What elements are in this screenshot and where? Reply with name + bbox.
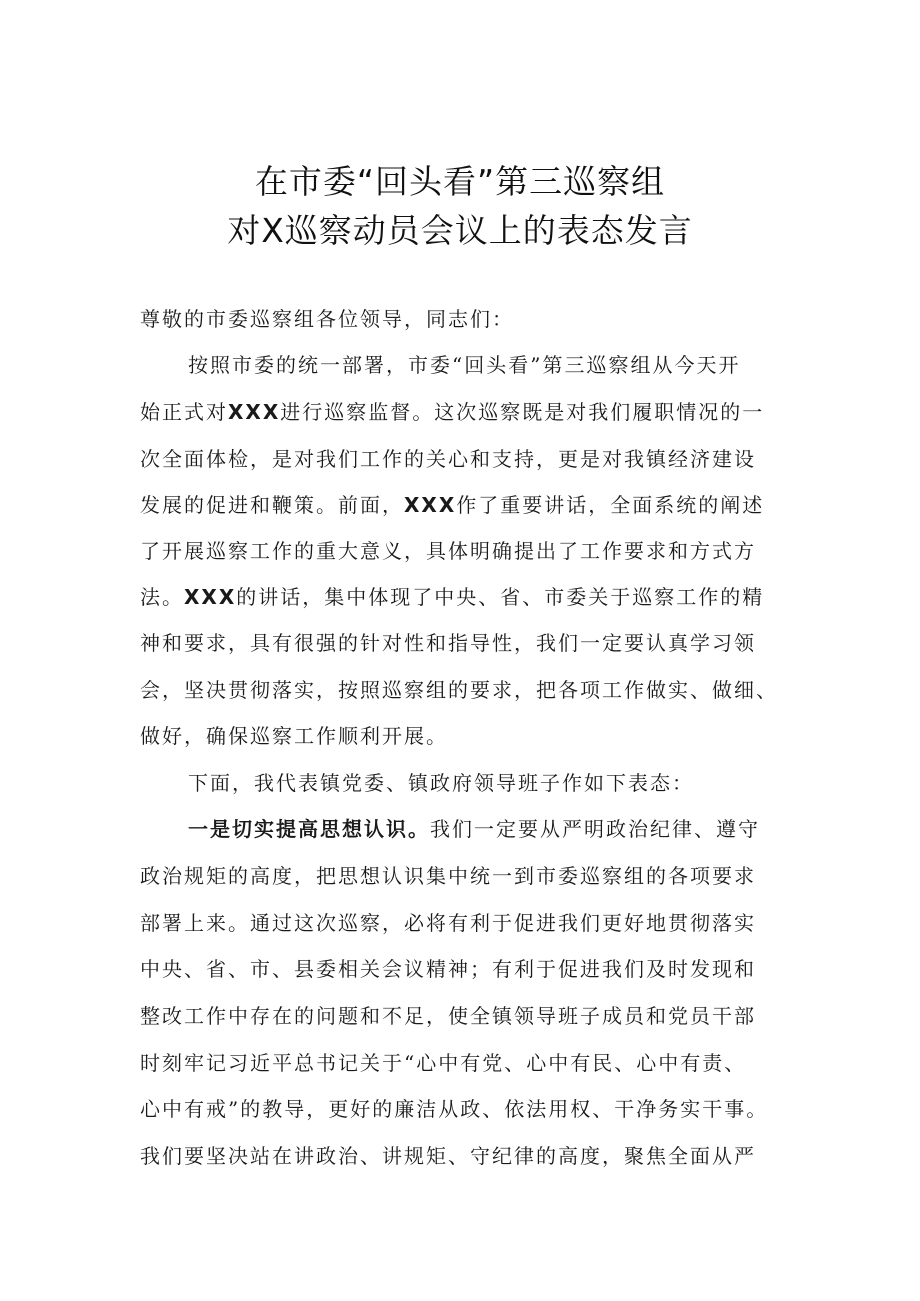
placeholder-xxx: XXX — [228, 400, 281, 424]
paragraph-1-line-8: 会，坚决贯彻落实，按照巡察组的要求，把各项工作做实、做细、 — [140, 678, 778, 702]
paragraph-2: 下面，我代表镇党委、镇政府领导班子作如下表态： — [188, 771, 694, 795]
paragraph-3-line-1-rest: 我们一定要从严明政治纪律、遵守 — [430, 817, 760, 841]
paragraph-3-line-5: 整改工作中存在的问题和不足，使全镇领导班子成员和党员干部 — [140, 1004, 756, 1028]
paragraph-3-line-3: 部署上来。通过这次巡察，必将有利于促进我们更好地贯彻落实 — [140, 911, 756, 935]
paragraph-3-line-2: 政治规矩的高度，把思想认识集中统一到市委巡察组的各项要求 — [140, 864, 756, 888]
paragraph-1-line-4-end: 作了重要讲话，全面系统的阐述 — [456, 493, 765, 517]
placeholder-xxx: XXX — [184, 585, 237, 609]
paragraph-1-line-1: 按照市委的统一部署，市委“回头看”第三巡察组从今天开 — [188, 353, 741, 377]
paragraph-1-line-4 — [140, 482, 764, 528]
paragraph-1-line-6 — [140, 574, 764, 620]
paragraph-1-line-6-start: 法。 — [140, 585, 184, 609]
salutation: 尊敬的市委巡察组各位领导，同志们： — [140, 307, 514, 331]
paragraph-1-line-2-start: 始正式对 — [140, 400, 228, 424]
document-title-line-1: 在市委“回头看”第三巡察组 — [254, 162, 666, 201]
paragraph-1-line-9: 做好，确保巡察工作顺利开展。 — [140, 724, 448, 748]
paragraph-3-line-7: 心中有戒”的教导，更好的廉洁从政、依法用权、干净务实干事。 — [140, 1097, 769, 1121]
paragraph-3-line-6: 时刻牢记习近平总书记关于“心中有党、心中有民、心中有责、 — [140, 1051, 747, 1075]
paragraph-1-line-3: 次全面体检，是对我们工作的关心和支持，更是对我镇经济建设 — [140, 447, 756, 471]
paragraph-3-line-8: 我们要坚决站在讲政治、讲规矩、守纪律的高度，聚焦全面从严 — [140, 1144, 756, 1168]
paragraph-1-line-6-end: 的讲话，集中体现了中央、省、市委关于巡察工作的精 — [236, 585, 765, 609]
paragraph-3-line-4: 中央、省、市、县委相关会议精神；有利于促进我们及时发现和 — [140, 957, 756, 981]
paragraph-1-line-2 — [140, 389, 764, 435]
placeholder-xxx: XXX — [404, 493, 457, 517]
paragraph-1-line-7: 神和要求，具有很强的针对性和指导性，我们一定要认真学习领 — [140, 631, 756, 655]
document-title-line-2: 对X巡察动员会议上的表态发言 — [227, 211, 693, 250]
paragraph-1-line-4-start: 发展的促进和鞭策。前面， — [140, 493, 404, 517]
section-heading: 一是切实提高思想认识。 — [188, 817, 430, 841]
paragraph-3-line-1 — [188, 806, 760, 852]
paragraph-1-line-5: 了开展巡察工作的重大意义，具体明确提出了工作要求和方式方 — [140, 539, 756, 563]
paragraph-1-line-2-end: 进行巡察监督。这次巡察既是对我们履职情况的一 — [280, 400, 765, 424]
